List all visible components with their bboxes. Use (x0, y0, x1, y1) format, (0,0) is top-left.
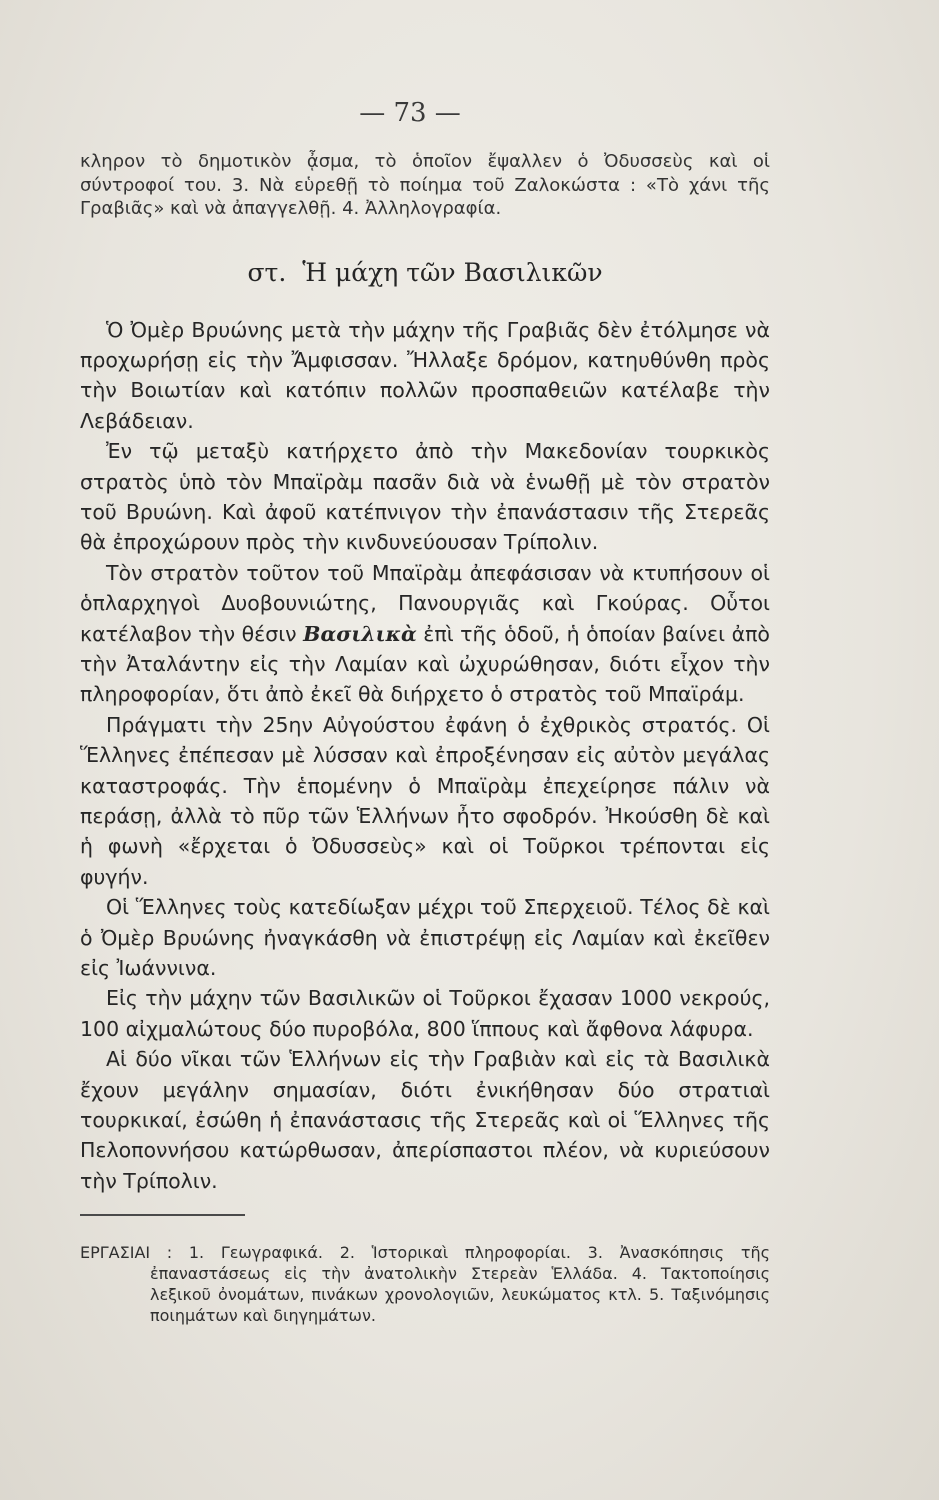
paragraph-3 (80, 558, 770, 710)
section-number: στ. (247, 257, 287, 287)
paragraph-5: Οἱ Ἕλληνες τοὺς κατεδίωξαν μέχρι τοῦ Σπερχειοῦ. Τέλος δὲ καὶ ὁ Ὀμὲρ Βρυώνης ἠναγκάσθη νὰ ἐπιστρέψῃ εἰς Λαμίαν καὶ ἐκεῖθεν εἰς Ἰωάννινα. (80, 895, 770, 981)
paragraph-2: Ἐν τῷ μεταξὺ κατήρχετο ἀπὸ τὴν Μακεδονίαν τουρκικὸς στρατὸς ὑπὸ τὸν Μπαϊρὰμ πασᾶν διὰ νὰ ἑνωθῇ μὲ τὸν στρατὸν τοῦ Βρυώνη. Καὶ ἀφοῦ κατέπνιγον τὴν ἐπανάστασιν τῆς Στερεᾶς θὰ ἐπροχώρουν πρὸς τὴν κινδυνεύουσαν Τρίπολιν. (80, 439, 770, 555)
paragraph-3-start: Τὸν στρατὸν τοῦτον τοῦ Μπαϊρὰμ ἀπεφάσισαν νὰ κτυπήσουν οἱ ὁπλαρχηγοὶ Δυοβουνιώτης, Πανουργιᾶς καὶ Γκούρας. Οὗτοι κατέλαβον τὴν θέσιν (80, 560, 770, 646)
section-title: Ἡ μάχη τῶν Βασιλικῶν (302, 257, 603, 287)
footnote-divider (80, 1214, 245, 1216)
footnote-exercises (80, 1242, 770, 1326)
paragraph-7: Αἱ δύο νῖκαι τῶν Ἑλλήνων εἰς τὴν Γραβιὰν καὶ εἰς τὰ Βασιλικὰ ἔχουν μεγάλην σημασίαν, διότι ἐνικήθησαν δύο στρατιαὶ τουρκικαί, ἐσώθη ἡ ἐπανάστασις τῆς Στερεᾶς καὶ οἱ Ἕλληνες τῆς Πελοποννήσου κατώρθωσαν, ἀπερίσπαστοι πλέον, νὰ κυριεύσουν τὴν Τρίπολιν. (80, 1047, 770, 1193)
page-number: — 73 — (359, 98, 461, 128)
paragraph-1: Ὁ Ὀμὲρ Βρυώνης μετὰ τὴν μάχην τῆς Γραβιᾶς δὲν ἐτόλμησε νὰ προχωρήσῃ εἰς τὴν Ἄμφισσαν. Ἤλλαξε δρόμον, κατηυθύνθη πρὸς τὴν Βοιωτίαν καὶ κατόπιν πολλῶν προσπαθειῶν κατέλαβε τὴν Λεβάδειαν. (80, 317, 770, 433)
paragraph-6: Εἰς τὴν μάχην τῶν Βασιλικῶν οἱ Τοῦρκοι ἔχασαν 1000 νεκρούς, 100 αἰχμαλώτους δύο πυροβόλα, 800 ἵππους καὶ ἄφθονα λάφυρα. (80, 986, 770, 1041)
emphasized-place-name: Βασιλικὰ (303, 621, 417, 646)
intro-paragraph: κληρον τὸ δημοτικὸν ᾆσμα, τὸ ὁποῖον ἔψαλλεν ὁ Ὀδυσσεὺς καὶ οἱ σύντροφοί του. 3. Νὰ εὑρεθῇ τὸ ποίημα τοῦ Ζαλοκώστα : «Τὸ χάνι τῆς Γραβιᾶς» καὶ νὰ ἀπαγγελθῇ. 4. Ἀλληλογραφία. (80, 151, 770, 219)
paragraph-3-end: ἐπὶ τῆς ὁδοῦ, ἡ ὁποίαν βαίνει ἀπὸ τὴν Ἀταλάντην εἰς τὴν Λαμίαν καὶ ὠχυρώθησαν, διότι εἶχον τὴν πληροφορίαν, ὅτι ἀπὸ ἐκεῖ θὰ διήρχετο ὁ στρατὸς τοῦ Μπαϊράμ. (80, 621, 770, 707)
footnote-text: ΕΡΓΑΣΙΑΙ : 1. Γεωγραφικά. 2. Ἱστορικαὶ πληροφορίαι. 3. Ἀνασκόπησις τῆς ἐπαναστάσεως εἰς τὴν ἀνατολικὴν Στερεὰν Ἑλλάδα. 4. Τακτοποίησις λεξικοῦ ὀνομάτων, πινάκων χρονολογιῶν, λευκώματος κτλ. 5. Ταξινόμησις ποιημάτων καὶ διηγημάτων. (80, 1243, 770, 1326)
section-heading (80, 257, 770, 289)
paragraph-4: Πράγματι τὴν 25ην Αὐγούστου ἐφάνη ὁ ἐχθρικὸς στρατός. Οἱ Ἕλληνες ἐπέπεσαν μὲ λύσσαν καὶ ἐπροξένησαν εἰς αὐτὸν μεγάλας καταστροφάς. Τὴν ἑπομένην ὁ Μπαϊρὰμ ἐπεχείρησε πάλιν νὰ περάσῃ, ἀλλὰ τὸ πῦρ τῶν Ἑλλήνων ἦτο σφοδρόν. Ἠκούσθη δὲ καὶ ἡ φωνὴ «ἔρχεται ὁ Ὀδυσσεὺς» καὶ οἱ Τοῦρκοι τρέπονται εἰς φυγήν. (80, 712, 770, 889)
page-content (80, 150, 770, 1326)
